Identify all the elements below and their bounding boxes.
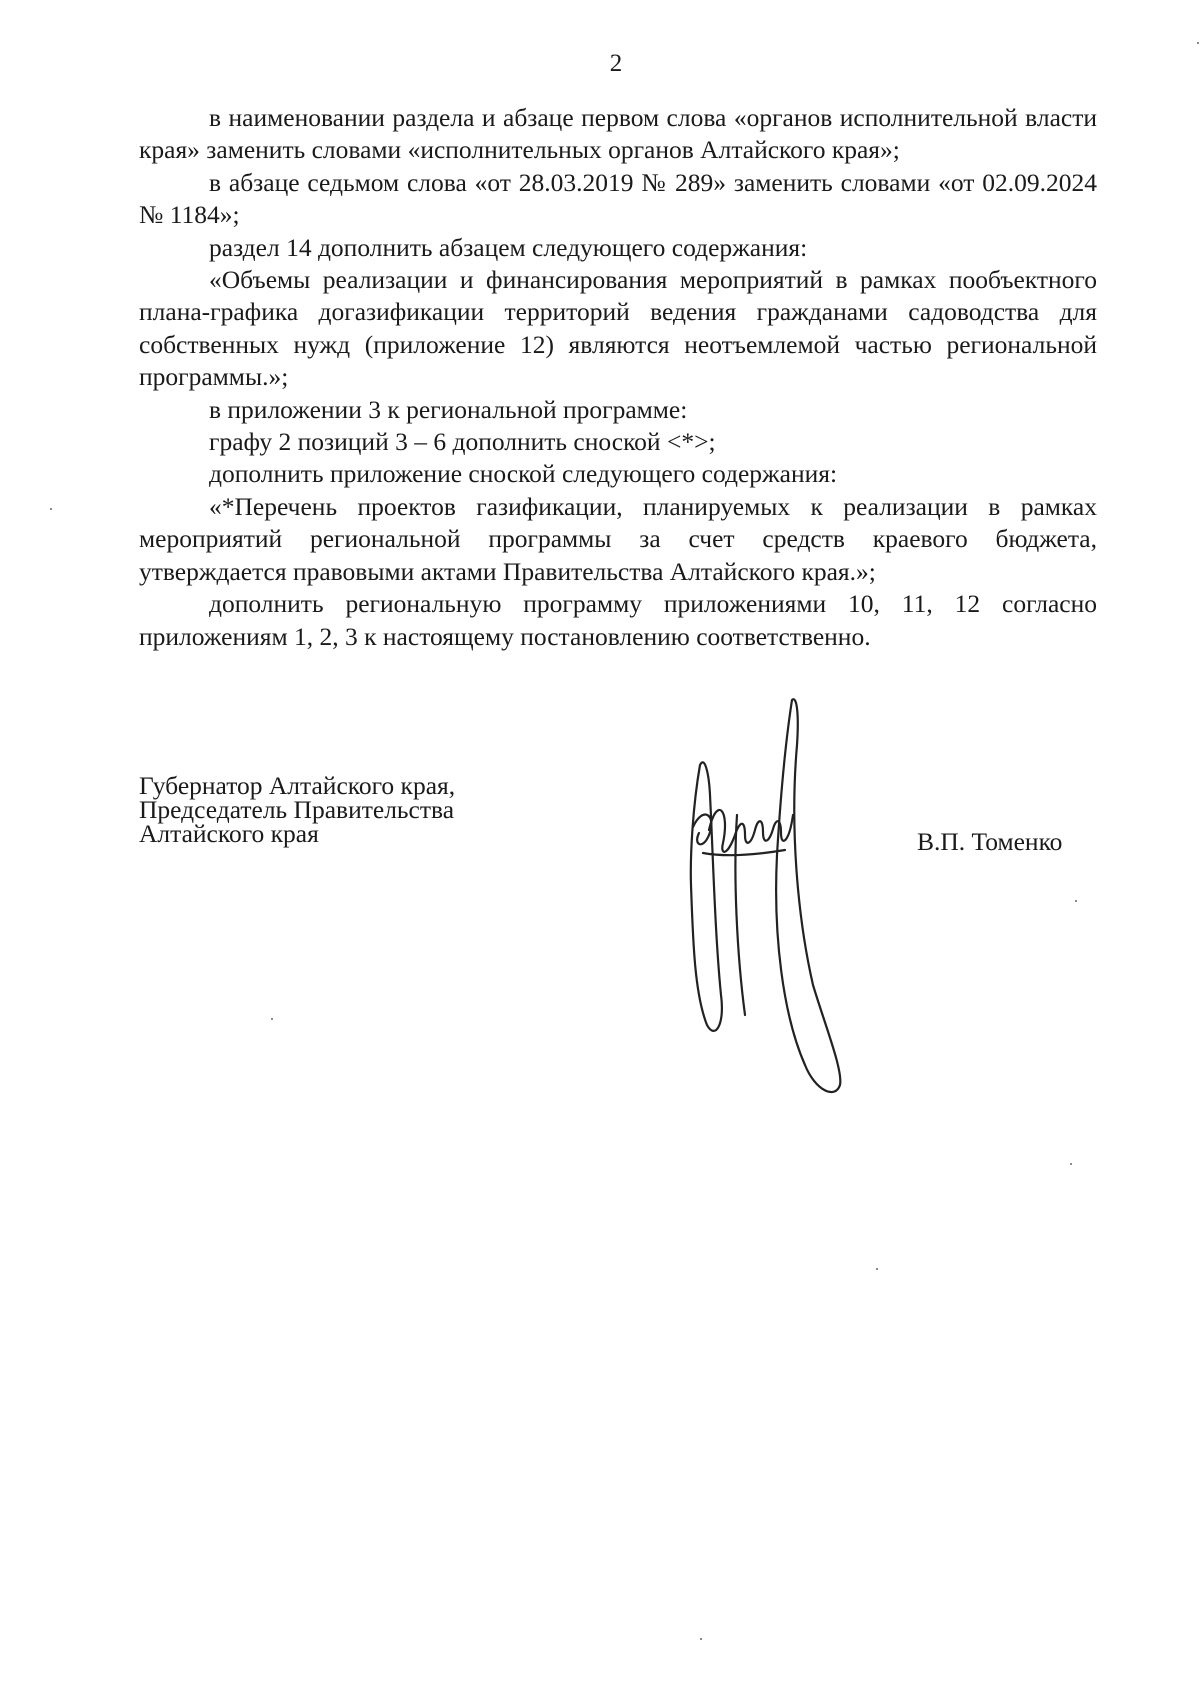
signatory-title-line-2: Председатель Правительства [139,795,455,824]
paragraph-7: дополнить приложение сноской следующего содержания: [209,459,838,489]
scan-speck [700,1638,702,1640]
signatory-title-line-3: Алтайского края [139,819,319,848]
scan-speck [876,1268,878,1270]
signatory-name: В.П. Томенко [917,827,1063,856]
paragraph-5: в приложении 3 к региональной программе: [209,394,688,424]
signatory-title-line-1: Губернатор Алтайского края, [139,771,456,800]
scan-speck [1197,42,1199,44]
scan-speck [50,508,52,510]
signatory-title [139,771,456,848]
scan-speck [1070,1163,1072,1165]
paragraph-8: «*Перечень проектов газификации, планируемых к реализации в рамках мероприятий региональной программы за счет средств краевого бюджета, утверждается правовыми актами Правительства Алтайского края.»; [139,491,1097,586]
handwritten-signature-icon [685,685,845,1100]
paragraph-4: «Объемы реализации и финансирования мероприятий в рамках пообъектного плана-графика догазификации территорий ведения гражданами садоводства для собственных нужд (приложение 12) являются неотъемлемой частью региональной программы.»; [139,265,1097,392]
scan-speck [1075,900,1077,902]
paragraph-9: дополнить региональную программу приложениями 10, 11, 12 согласно приложениям 1, 2, 3 к настоящему постановлению соответственно. [139,589,1097,651]
page-number: 2 [609,50,623,77]
document-body [139,102,1097,653]
scan-speck [271,1018,273,1020]
paragraph-3: раздел 14 дополнить абзацем следующего содержания: [209,232,808,262]
paragraph-6: графу 2 позиций 3 – 6 дополнить сноской <*>; [209,427,716,457]
paragraph-1: в наименовании раздела и абзаце первом слова «органов исполнительной власти края» заменить словами «исполнительных органов Алтайского края»; [139,103,1097,165]
paragraph-2: в абзаце седьмом слова «от 28.03.2019 № 289» заменить словами «от 02.09.2024 № 1184»; [139,167,1097,230]
